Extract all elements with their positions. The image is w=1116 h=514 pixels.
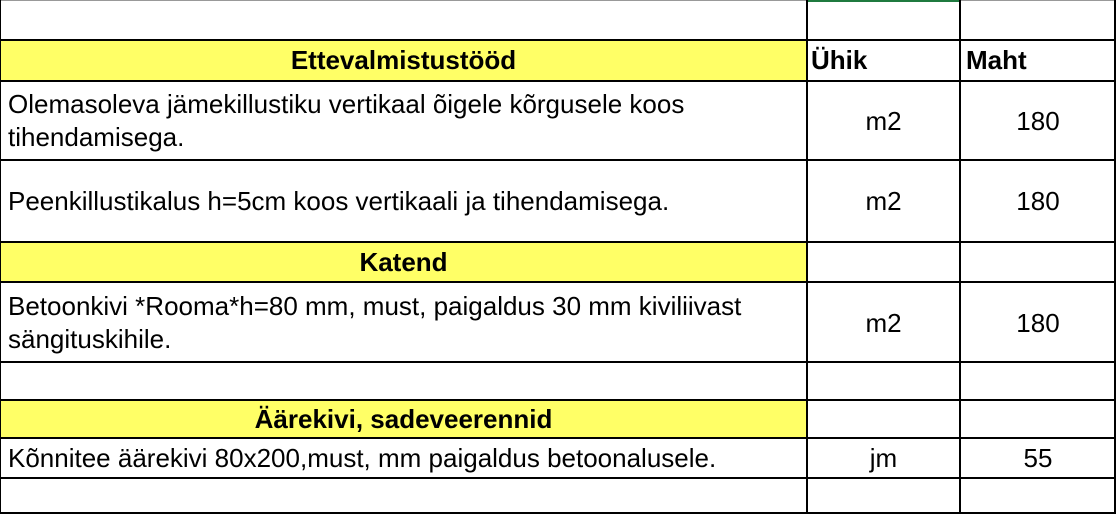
description-cell[interactable]: Peenkillustikalus h=5cm koos vertikaali ja tihendamisega. [8,185,670,216]
grid-line [0,80,1116,82]
grid-line [959,0,961,514]
unit-cell[interactable]: m2 [865,307,902,338]
grid-line [0,477,1116,479]
section-title-cell[interactable]: Ettevalmistustööd [0,40,807,80]
amount-cell[interactable]: 180 [1016,105,1060,136]
grid-line [0,437,1116,439]
amount-cell[interactable]: 180 [1016,307,1060,338]
unit-cell[interactable]: jm [869,442,898,473]
unit-header-cell[interactable]: Ühik [811,44,868,75]
grid-line [0,361,1116,363]
amount-header-cell[interactable]: Maht [966,44,1027,75]
grid-line [0,0,1,514]
grid-line [0,241,1116,243]
selected-cell-indicator [808,0,959,2]
amount-cell[interactable]: 55 [1023,442,1053,473]
grid-line [0,159,1116,161]
section-title-cell[interactable]: Katend [0,242,807,282]
amount-cell[interactable]: 180 [1016,185,1060,216]
section-title-cell[interactable]: Äärekivi, sadeveerennid [0,400,807,438]
unit-cell[interactable]: m2 [865,105,902,136]
description-cell[interactable]: Kõnnitee äärekivi 80x200,must, mm paigaldus betoonalusele. [8,442,717,473]
description-cell[interactable]: Olemasoleva jämekillustiku vertikaal õigele kõrgusele koos tihendamisega. [8,89,685,152]
grid-line [0,281,1116,283]
grid-line [806,0,808,514]
description-cell[interactable]: Betoonkivi *Rooma*h=80 mm, must, paigaldus 30 mm kiviliivast sängituskihile. [8,291,742,354]
grid-line [0,39,1116,41]
unit-cell[interactable]: m2 [865,185,902,216]
grid-line [0,399,1116,401]
